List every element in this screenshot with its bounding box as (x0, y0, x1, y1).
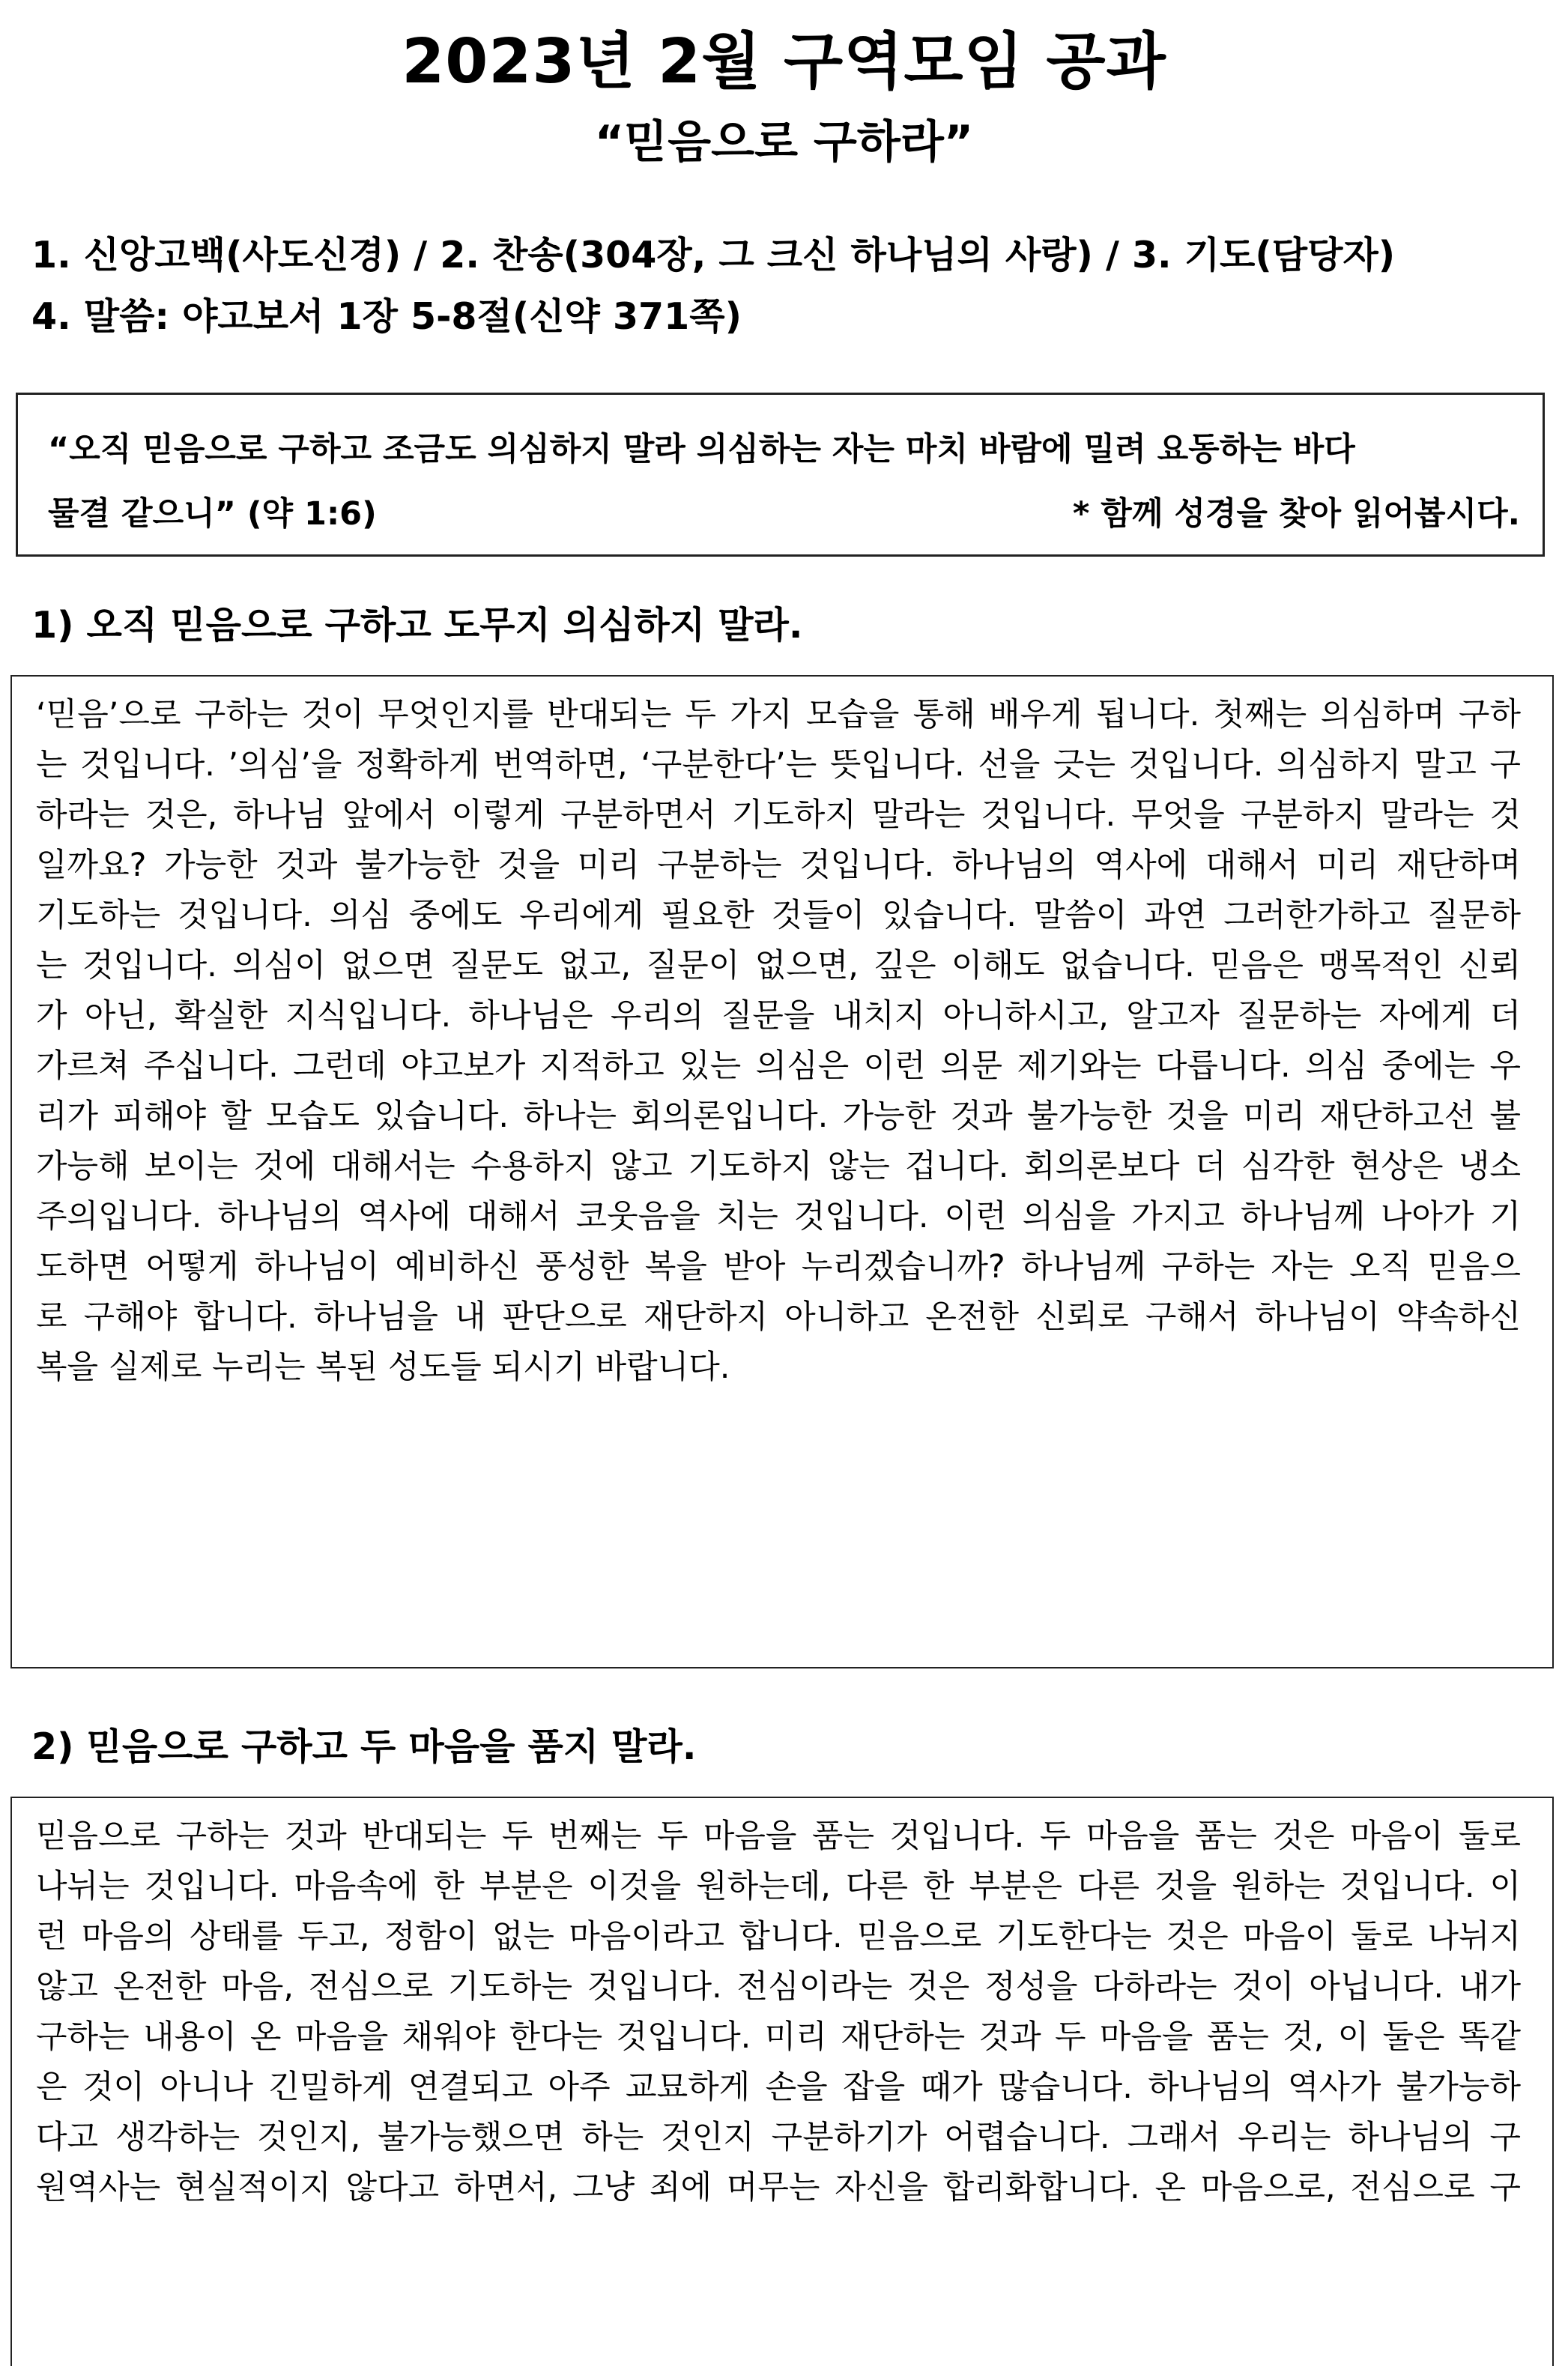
section-1-body (12, 677, 1552, 1393)
section-1-line: 복을 실제로 누리는 복된 성도들 되시기 바랍니다. (36, 1349, 730, 1386)
section-1-line: 기도하는 것입니다. 의심 중에도 우리에게 필요한 것들이 있습니다. 말씀이 과연 그러한가하고 질문하 (36, 897, 1521, 934)
section-2-line: 나뉘는 것입니다. 마음속에 한 부분은 이것을 원하는데, 다른 한 부분은 다른 것을 원하는 것입니다. 이 (36, 1868, 1521, 1905)
section-2-box (10, 1797, 1554, 2366)
section-2-line: 런 마음의 상태를 두고, 정함이 없는 마음이라고 합니다. 믿음으로 기도한다는 것은 마음이 둘로 나뉘지 (36, 1918, 1521, 1955)
section-2-body (12, 1798, 1552, 2213)
section-1-line: 는 것입니다. ’의심’을 정확하게 번역하면, ‘구분한다’는 뜻입니다. 선을 긋는 것입니다. 의심하지 말고 구 (36, 746, 1521, 784)
page-title: 2023년 2월 구역모임 공과 (402, 26, 1166, 97)
section-2-line: 믿음으로 구하는 것과 반대되는 두 번째는 두 마음을 품는 것입니다. 두 마음을 품는 것은 마음이 둘로 (36, 1818, 1521, 1855)
section-1-heading: 1) 오직 믿음으로 구하고 도무지 의심하지 말라. (31, 604, 803, 647)
section-1-box (10, 675, 1554, 1668)
page-subtitle: “믿음으로 구하라” (594, 116, 974, 169)
section-2-line: 다고 생각하는 것인지, 불가능했으면 하는 것인지 구분하기가 어렵습니다. 그래서 우리는 하나님의 구 (36, 2119, 1521, 2156)
section-1-line: 가 아닌, 확실한 지식입니다. 하나님은 우리의 질문을 내치지 아니하시고, 알고자 질문하는 자에게 더 (36, 997, 1521, 1035)
verse-line-2 (48, 482, 1520, 546)
section-2-line: 않고 온전한 마음, 전심으로 기도하는 것입니다. 전심이라는 것은 정성을 다하라는 것이 아닙니다. 내가 (36, 1968, 1521, 2006)
reading-instruction: * 함께 성경을 찾아 읽어봅시다. (1072, 495, 1520, 533)
section-1-line: ‘믿음’으로 구하는 것이 무엇인지를 반대되는 두 가지 모습을 통해 배우게 됩니다. 첫째는 의심하며 구하 (36, 696, 1521, 733)
verse-text (48, 417, 1520, 546)
section-1-line: 는 것입니다. 의심이 없으면 질문도 없고, 질문이 없으면, 깊은 이해도 없습니다. 믿음은 맹목적인 신뢰 (36, 947, 1521, 984)
verse-line-1: “오직 믿음으로 구하고 조금도 의심하지 말라 의심하는 자는 마치 바람에 밀려 요동하는 바다 (48, 431, 1355, 468)
order-of-service (31, 225, 1560, 348)
section-2-line: 원역사는 현실적이지 않다고 하면서, 그냥 죄에 머무는 자신을 합리화합니다. 온 마음으로, 전심으로 구 (36, 2169, 1521, 2206)
section-1-line: 리가 피해야 할 모습도 있습니다. 하나는 회의론입니다. 가능한 것과 불가능한 것을 미리 재단하고선 불 (36, 1098, 1521, 1135)
section-1-line: 주의입니다. 하나님의 역사에 대해서 코웃음을 치는 것입니다. 이런 의심을 가지고 하나님께 나아가 기 (36, 1198, 1521, 1235)
section-2-line: 은 것이 아니나 긴밀하게 연결되고 아주 교묘하게 손을 잡을 때가 많습니다. 하나님의 역사가 불가능하 (36, 2069, 1521, 2106)
verse-reference: 물결 같으니” (약 1:6) (48, 495, 377, 533)
section-1-line: 로 구해야 합니다. 하나님을 내 판단으로 재단하지 아니하고 온전한 신뢰로 구해서 하나님이 약속하신 (36, 1298, 1521, 1336)
order-line-1: 1. 신앙고백(사도신경) / 2. 찬송(304장, 그 크신 하나님의 사랑) / 3. 기도(담당자) (31, 234, 1396, 276)
section-1-line: 하라는 것은, 하나님 앞에서 이렇게 구분하면서 기도하지 말라는 것입니다. 무엇을 구분하지 말라는 것 (36, 796, 1521, 834)
section-1-line: 가능해 보이는 것에 대해서는 수용하지 않고 기도하지 않는 겁니다. 회의론보다 더 심각한 현상은 냉소 (36, 1148, 1521, 1185)
section-2-line: 구하는 내용이 온 마음을 채워야 한다는 것입니다. 미리 재단하는 것과 두 마음을 품는 것, 이 둘은 똑같 (36, 2018, 1521, 2056)
order-line-2: 4. 말씀: 야고보서 1장 5-8절(신약 371쪽) (31, 295, 742, 338)
section-1-line: 가르쳐 주십니다. 그런데 야고보가 지적하고 있는 의심은 이런 의문 제기와는 다릅니다. 의심 중에는 우 (36, 1047, 1521, 1085)
section-2-heading: 2) 믿음으로 구하고 두 마음을 품지 말라. (31, 1725, 697, 1768)
section-1-line: 일까요? 가능한 것과 불가능한 것을 미리 구분하는 것입니다. 하나님의 역사에 대해서 미리 재단하며 (36, 847, 1521, 884)
verse-box (16, 393, 1545, 557)
section-1-line: 도하면 어떻게 하나님이 예비하신 풍성한 복을 받아 누리겠습니까? 하나님께 구하는 자는 오직 믿음으 (36, 1248, 1521, 1286)
